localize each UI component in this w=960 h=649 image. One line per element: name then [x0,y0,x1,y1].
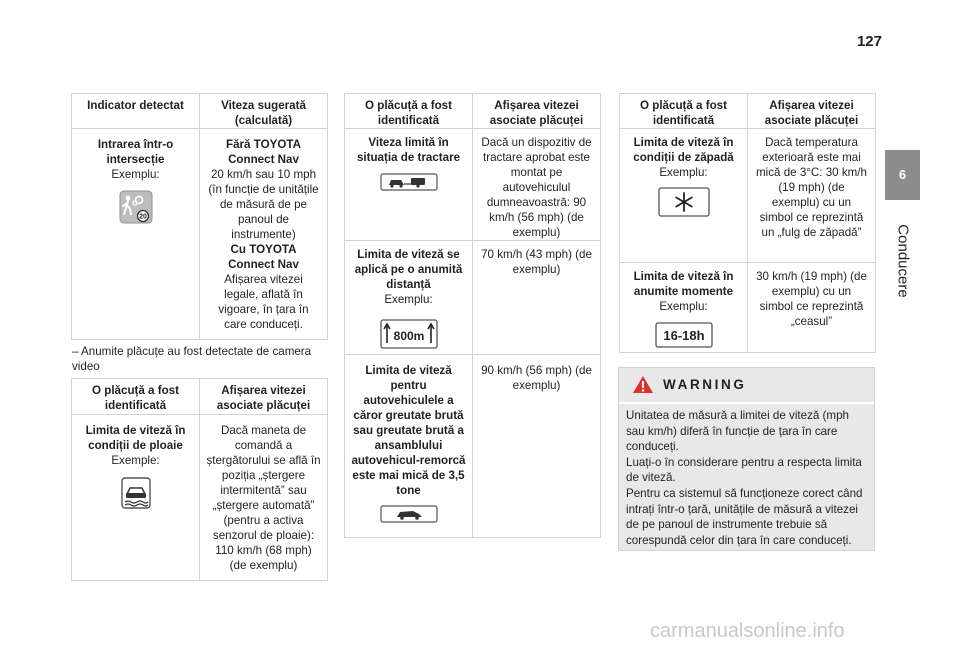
table3-header-identified: O plăcuță a fost identificată [345,94,473,129]
warning-box [618,367,875,551]
weight-description: 90 km/h (56 mph) (de exemplu) [481,364,592,392]
without-nav-label: Fără TOYOTA Connect Nav [226,138,301,166]
time-sign-icon [655,322,713,348]
time-right-cell [748,263,876,353]
intersection-label: Intrarea într-o intersecție [97,138,174,166]
distance-description: 70 km/h (43 mph) (de exemplu) [481,248,592,276]
warning-paragraph-1: Unitatea de măsură a limitei de viteză (mph sau km/h) diferă în funcție de țara în care conduceți. [626,409,849,454]
snow-example-label: Exemplu: [659,166,708,179]
table2-left-cell [72,415,200,581]
time-example-label: Exemplu: [659,300,708,313]
table-row [345,129,601,241]
distance-label: Limita de viteză se aplică pe o anumită distanță [354,248,463,291]
chapter-title: Conducere [894,224,911,298]
table1-left-cell [72,129,200,340]
time-left-cell [620,263,748,353]
chapter-tab[interactable]: 6 [885,150,920,200]
table4-header-display: Afișarea vitezei asociate plăcuței [748,94,876,129]
chapter-label [885,206,920,316]
weight-label: Limita de viteză pentru autovehiculele a căror greutate brută sau greutate brută a ansamblului autovehicul-remorcă este mai mică de 3,5 tone [351,364,466,497]
towing-left-cell [345,129,473,241]
with-nav-text: Afișarea vitezei legale, aflată în vigoare, în țara în care conduceți. [218,273,309,331]
towing-distance-weight-table [344,93,601,538]
snow-description: Dacă temperatura exterioară este mai mică de 3°C: 30 km/h (19 mph) (de exemplu) cu un simbol ce reprezintă un „fulg de zăpadă” [756,136,867,239]
table1-right-cell [200,129,328,340]
snow-left-cell [620,129,748,263]
table2-header-display: Afișarea vitezei asociate plăcuței [200,379,328,415]
table-row [72,129,328,340]
distance-left-cell [345,241,473,355]
page-number: 127 [856,33,882,50]
distance-sign-icon [380,319,438,349]
car-sign-icon [380,505,438,523]
towing-description: Dacă un dispozitiv de tractare aprobat este montat pe autovehiculul dumneavoastră: 90 km/h (56 mph) (de exemplu) [481,136,592,239]
weight-left-cell [345,355,473,538]
warning-paragraph-2: Luați-o în considerare pentru a respecta limita de viteză. [626,455,862,485]
table2-header-identified: O plăcuță a fost identificată [72,379,200,415]
distance-sign-value: 800m [393,329,424,343]
snow-time-table [619,93,876,353]
table-row [345,355,601,538]
table-row [620,129,876,263]
towing-label: Viteza limită în situația de tractare [356,136,461,164]
table-row [620,263,876,353]
with-nav-label: Cu TOYOTA Connect Nav [228,243,299,271]
snow-right-cell [748,129,876,263]
table-row [72,415,328,581]
examples-label: Exemple: [111,454,160,467]
snow-label: Limita de viteză în condiții de zăpadă [633,136,734,164]
towing-right-cell [473,129,601,241]
warning-title: WARNING [663,377,747,392]
table4-header-identified: O plăcuță a fost identificată [620,94,748,129]
warning-body [619,404,874,548]
watermark-text: carmanualsonline.info [650,620,845,642]
table3-header-display: Afișarea vitezei asociate plăcuței [473,94,601,129]
intersection-table [71,93,328,340]
rain-car-sign-icon [121,477,151,509]
warning-paragraph-3: Pentru ca sistemul să funcționeze corect când intrați într-o țară, unitățile de măsură a vitezei de pe panoul de instrumente trebuie să corespundă celor din țara în care conduceți. [626,486,863,547]
rain-table [71,378,328,581]
intersection-sign-icon [119,190,153,224]
warning-triangle-icon [632,375,654,394]
warning-header [619,368,874,404]
example-label: Exemplu: [111,168,160,181]
distance-right-cell [473,241,601,355]
rain-description: Dacă maneta de comandă a ștergătorului se află în poziția „ștergere intermitentă” sau „ștergere automată” (pentru a activa senzorul de ploaie): 110 km/h (68 mph) (de exemplu) [206,424,321,572]
table1-header-indicator: Indicator detectat [72,94,200,129]
table2-right-cell [200,415,328,581]
weight-right-cell [473,355,601,538]
time-sign-value: 16-18h [662,328,705,343]
table1-header-speed: Viteza sugerată (calculată) [200,94,328,129]
camera-note: – Anumite plăcuțe au fost detectate de camera video [72,345,312,373]
table-row [345,241,601,355]
rain-label: Limita de viteză în condiții de ploaie [85,424,186,452]
time-description: 30 km/h (19 mph) (de exemplu) cu un simbol ce reprezintă „ceasul” [756,270,867,328]
without-nav-text: 20 km/h sau 10 mph (în funcție de unitățile de măsură de pe panoul de instrumente) [208,168,319,241]
snowflake-sign-icon [658,187,710,217]
distance-example-label: Exemplu: [384,293,433,306]
intersection-sign-value: 20 [138,213,147,221]
time-label: Limita de viteză în anumite momente [633,270,734,298]
car-trailer-sign-icon [380,173,438,191]
